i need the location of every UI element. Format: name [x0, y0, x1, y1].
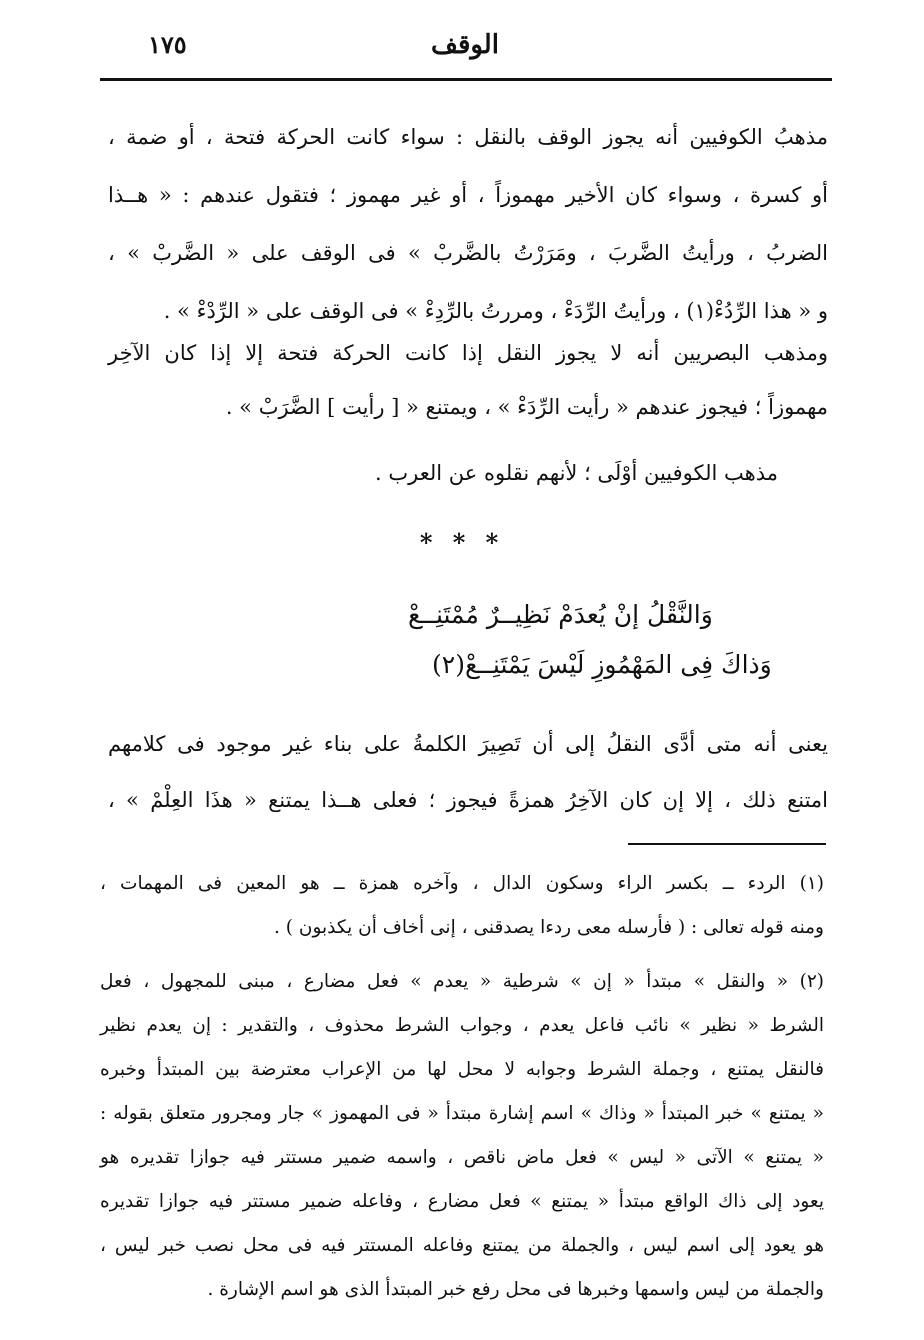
footnote-line: « يمتنع » خبر المبتدأ « وذاك » اسم إشارة مبتدأ « فى المهموز » جار ومجرور متعلق بقوله : — [100, 1103, 824, 1124]
footnote-line: والجملة من ليس واسمها وخبرها فى محل رفع خبر المبتدأ الذى هو اسم الإشارة . — [207, 1279, 824, 1300]
text-line: يعنى أنه متى أدَّى النقلُ إلى أن تَصِيرَ الكلمةُ على بناء غير موجود فى كلامهم — [108, 732, 828, 756]
paragraph-kufan-view — [108, 108, 828, 340]
verse-line-2: وَذاكَ فِى المَهْمُوزِ لَيْسَ يَمْتَنِــعْ(٢) — [432, 650, 772, 679]
section-separator: * * * — [419, 528, 505, 557]
paragraph-basran-view — [108, 326, 828, 434]
page-number: ١٧٥ — [148, 30, 187, 59]
text-line: امتنع ذلك ، إلا إن كان الآخِرُ همزةً فيجوز ؛ فعلى هــذا يمتنع « هذَا العِلْمْ » ، — [108, 788, 828, 812]
verse-line-1: وَالنَّقْلُ إنْ يُعدَمْ نَظِيــرٌ مُمْتَنِــعْ — [408, 600, 713, 629]
footnote-gap — [100, 950, 824, 960]
footnote-line: « يمتنع » الآتى « ليس » فعل ماض ناقص ، واسمه ضمير مستتر فيه جوازا تقديره هو — [100, 1147, 824, 1168]
footnote-line: (٢) « والنقل » مبتدأ « إن » شرطية « يعدم » فعل مضارع ، مبنى للمجهول ، فعل — [100, 971, 824, 992]
footnote-1 — [100, 862, 824, 950]
footnote-rule — [628, 843, 826, 845]
text-line: الضربُ ، ورأيتُ الضَّربَ ، ومَرَرْتُ بالضَّربْ » فى الوقف على « الضَّربْ » ، — [108, 241, 828, 265]
footnote-line: ومنه قوله تعالى : ( فأرسله معى ردءا يصدقنى ، إنى أخاف أن يكذبون ) . — [274, 917, 824, 938]
text-line: مذهب الكوفيين أوْلَى ؛ لأنهم نقلوه عن العرب . — [375, 461, 778, 485]
page-header — [100, 30, 830, 70]
text-line: مهموزاً ؛ فيجوز عندهم « رأيت الرِّدَءْ » ، ويمتنع « [ رأيت ] الضَّرَبْ » . — [225, 395, 828, 419]
footnote-line: فالنقل يمتنع ، وجملة الشرط وجوابه لا محل لها من الإعراب معترضة بين المبتدأ وخبره — [100, 1059, 824, 1080]
running-title: الوقف — [431, 30, 499, 60]
footnote-line: الشرط « نظير » نائب فاعل يعدم ، وجواب الشرط محذوف ، والتقدير : إن يعدم نظير — [100, 1015, 824, 1036]
text-line: أو كسرة ، وسواء كان الأخير مهموزاً ، أو غير مهموز ؛ فتقول عندهم : « هــذا — [108, 183, 828, 207]
footnote-line: (١) الردء ــ بكسر الراء وسكون الدال ، وآخره همزة ــ هو المعين فى المهمات ، — [100, 873, 824, 894]
paragraph-explanation — [108, 716, 828, 828]
footnote-line: هو يعود إلى اسم ليس ، والجملة من يمتنع وفاعله المستتر فيه فى محل نصب خبر ليس ، — [100, 1235, 824, 1256]
paragraph-preference — [108, 444, 778, 502]
text-line: و « هذا الرِّدُءْ(١) ، ورأيتُ الرِّدَءْ ، ومررتُ بالرِّدِءْ » فى الوقف على « الرِّدْءْ » . — [163, 299, 828, 323]
footnote-2 — [100, 960, 824, 1312]
footnote-line: يعود إلى ذاك الواقع مبتدأ « يمتنع » فعل مضارع ، وفاعله ضمير مستتر فيه جوازا تقديره — [100, 1191, 824, 1212]
header-rule — [100, 78, 832, 81]
text-line: ومذهب البصريين أنه لا يجوز النقل إذا كانت الحركة فتحة إلا إذا كان الآخِر — [108, 341, 828, 365]
text-line: مذهبُ الكوفيين أنه يجوز الوقف بالنقل : سواء كانت الحركة فتحة ، أو ضمة ، — [108, 125, 828, 149]
footnotes — [100, 862, 824, 1312]
